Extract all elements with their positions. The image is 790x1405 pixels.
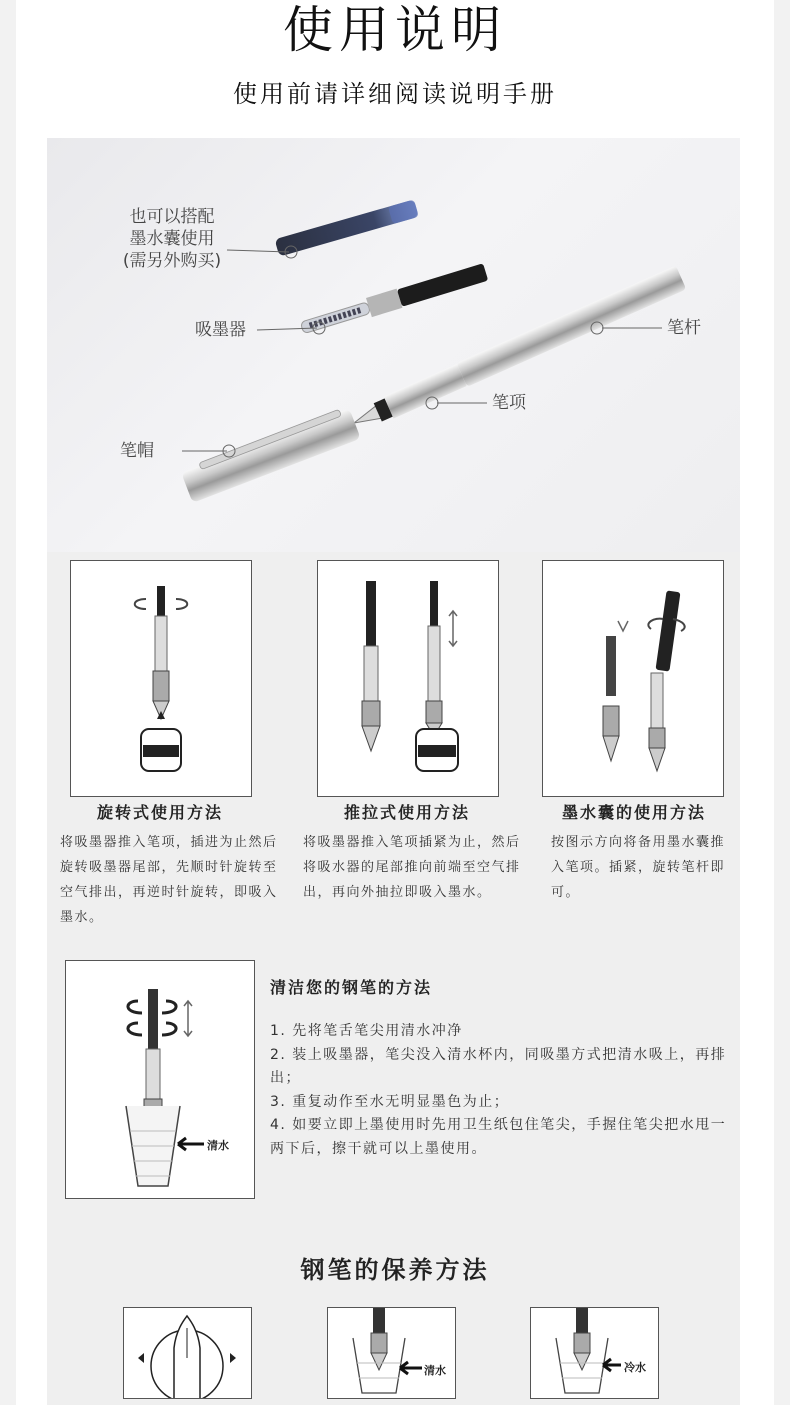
page-title: 使用说明 <box>283 1 507 59</box>
method-cartridge-title: 墨水囊的使用方法 <box>561 803 706 822</box>
cleaning-step: 1. 先将笔舌笔尖用清水冲净 <box>270 1023 463 1039</box>
cleaning-illustration <box>65 960 255 1199</box>
cleaning-water-label: 清水 <box>207 1139 229 1152</box>
right-margin-strip <box>774 0 790 1405</box>
page-subtitle: 使用前请详细阅读说明手册 <box>233 80 557 108</box>
label-converter: 吸墨器 <box>195 320 246 340</box>
cleaning-step: 4. 如要立即上墨使用时先用卫生纸包住笔尖，手握住笔尖把水甩一两下后，擦干就可以上墨使用。 <box>270 1117 727 1157</box>
method-cartridge-desc: 按图示方向将备用墨水囊推入笔项。插紧，旋转笔杆即可。 <box>551 835 726 900</box>
left-margin-strip <box>0 0 16 1405</box>
care-clearwater-illustration <box>327 1307 456 1399</box>
label-section: 笔项 <box>492 393 526 413</box>
method-pushpull-title: 推拉式使用方法 <box>343 803 470 822</box>
label-barrel: 笔杆 <box>667 318 701 338</box>
cleaning-step: 2. 装上吸墨器，笔尖没入清水杯内，同吸墨方式把清水吸上，再排出； <box>270 1046 727 1086</box>
cleaning-step: 3. 重复动作至水无明显墨色为止； <box>270 1093 510 1110</box>
label-cap: 笔帽 <box>120 441 154 461</box>
ink-cartridge <box>275 199 419 256</box>
pen-cap <box>180 406 361 503</box>
method-cartridge-illustration <box>542 560 724 797</box>
method-pushpull-illustration <box>317 560 499 797</box>
product-photo <box>47 138 740 552</box>
care-coldwater-illustration <box>530 1307 659 1399</box>
method-pushpull-desc: 将吸墨器推入笔项插紧为止，然后将吸水器的尾部推向前端至空气排出，再向外抽拉即吸入墨水。 <box>303 835 521 900</box>
converter <box>299 262 488 337</box>
care-nib-illustration <box>123 1307 252 1399</box>
method-rotate-title: 旋转式使用方法 <box>96 803 223 822</box>
label-cartridge: 也可以搭配 墨水囊使用 (需另外购买) <box>122 207 222 271</box>
care-title: 钢笔的保养方法 <box>300 1256 490 1284</box>
care-coldwater-label: 冷水 <box>624 1361 646 1374</box>
cleaning-steps <box>270 1020 730 1161</box>
pen-parts-illustration <box>47 138 740 552</box>
cleaning-title: 清洁您的钢笔的方法 <box>270 978 433 997</box>
care-clearwater-label: 清水 <box>424 1364 446 1377</box>
method-rotate-desc: 将吸墨器推入笔项，插进为止然后旋转吸墨器尾部，先顺时针旋转至空气排出，再逆时针旋转，即吸入墨水。 <box>60 835 278 925</box>
method-rotate-illustration <box>70 560 252 797</box>
